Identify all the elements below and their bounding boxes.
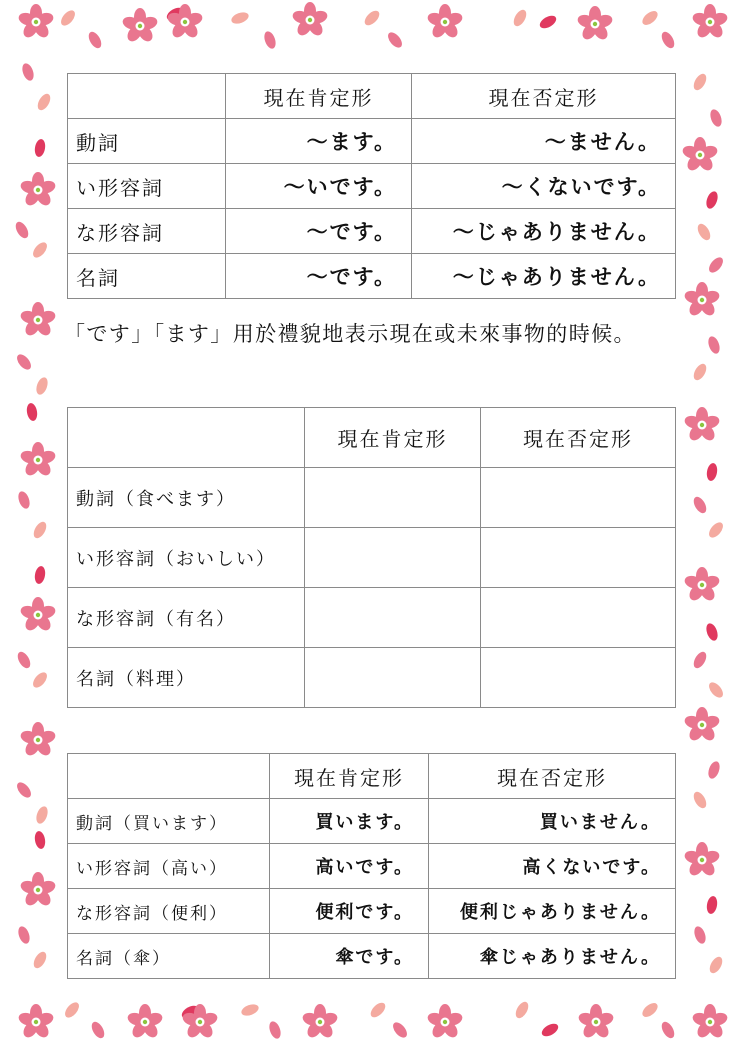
petal-icon	[691, 362, 709, 383]
petal-icon	[706, 255, 725, 275]
petal-icon	[26, 402, 39, 421]
header-cell: 現在肯定形	[305, 408, 481, 468]
affirmative-cell: ～ます。	[226, 119, 412, 164]
petal-icon	[15, 650, 33, 671]
blossom-icon	[19, 172, 57, 208]
petal-icon	[706, 680, 725, 700]
blossom-icon	[683, 707, 721, 743]
affirmative-cell: ～です。	[226, 209, 412, 254]
table-row	[68, 119, 676, 164]
petal-icon	[691, 790, 709, 811]
petal-icon	[20, 62, 36, 82]
table-row	[68, 254, 676, 299]
petal-icon	[34, 830, 47, 849]
petal-icon	[14, 352, 33, 372]
petal-icon	[692, 925, 708, 945]
petal-icon	[390, 1020, 409, 1040]
petal-icon	[16, 490, 32, 510]
table-row	[68, 648, 676, 708]
petal-icon	[31, 950, 49, 971]
petal-icon	[706, 760, 722, 780]
table-row	[68, 799, 676, 844]
petal-icon	[14, 780, 33, 800]
blossom-icon	[683, 407, 721, 443]
petal-icon	[13, 220, 31, 241]
blossom-icon	[426, 4, 464, 40]
petal-icon	[691, 495, 709, 516]
blossom-icon	[426, 1004, 464, 1040]
blossom-icon	[19, 597, 57, 633]
table-header-row	[68, 408, 676, 468]
header-cell: 現在肯定形	[270, 754, 429, 799]
petal-icon	[58, 8, 77, 28]
petal-icon	[34, 138, 47, 157]
blossom-icon	[17, 1004, 55, 1040]
header-cell	[68, 754, 270, 799]
row-label: 動詞（食べます）	[68, 468, 305, 528]
answer-cell	[481, 648, 676, 708]
header-cell: 現在否定形	[481, 408, 676, 468]
table-row	[68, 588, 676, 648]
row-label: い形容詞	[68, 164, 226, 209]
table-row	[68, 889, 676, 934]
header-cell	[68, 408, 305, 468]
answer-cell	[481, 528, 676, 588]
row-label: な形容詞（便利）	[68, 889, 270, 934]
row-label: 名詞（料理）	[68, 648, 305, 708]
row-label: な形容詞（有名）	[68, 588, 305, 648]
row-label: 動詞（買います）	[68, 799, 270, 844]
petal-icon	[704, 622, 720, 642]
row-label: 動詞	[68, 119, 226, 164]
petal-icon	[34, 376, 50, 396]
petal-icon	[16, 925, 32, 945]
blossom-icon	[691, 4, 729, 40]
petal-icon	[706, 520, 725, 540]
petal-icon	[706, 895, 719, 914]
negative-cell: 買いません。	[429, 799, 676, 844]
row-label: 名詞（傘）	[68, 934, 270, 979]
petal-icon	[86, 30, 104, 51]
petal-icon	[640, 1000, 660, 1019]
table-header-row	[68, 754, 676, 799]
blossom-icon	[181, 1004, 219, 1040]
blossom-icon	[19, 722, 57, 758]
petal-icon	[35, 92, 53, 113]
affirmative-cell: 傘です。	[270, 934, 429, 979]
negative-cell: ～くないです。	[412, 164, 676, 209]
petal-icon	[540, 1021, 561, 1039]
petal-icon	[691, 650, 709, 671]
negative-cell: 便利じゃありません。	[429, 889, 676, 934]
reference-table	[67, 73, 676, 299]
table-row	[68, 844, 676, 889]
blossom-icon	[683, 282, 721, 318]
negative-cell: ～じゃありません。	[412, 209, 676, 254]
petal-icon	[640, 8, 660, 27]
negative-cell: 傘じゃありません。	[429, 934, 676, 979]
header-cell: 現在肯定形	[226, 74, 412, 119]
blossom-icon	[19, 302, 57, 338]
table-header-row	[68, 74, 676, 119]
header-cell: 現在否定形	[412, 74, 676, 119]
blossom-icon	[691, 1004, 729, 1040]
petal-icon	[180, 1003, 201, 1021]
petal-icon	[538, 13, 559, 31]
exercise-table	[67, 407, 676, 708]
table-row	[68, 209, 676, 254]
blossom-icon	[17, 4, 55, 40]
table-row	[68, 528, 676, 588]
petal-icon	[89, 1020, 107, 1041]
petal-icon	[34, 805, 50, 825]
petal-icon	[165, 5, 186, 23]
header-cell	[68, 74, 226, 119]
table-row	[68, 468, 676, 528]
petal-icon	[659, 30, 677, 51]
answer-cell	[305, 468, 481, 528]
table-row	[68, 934, 676, 979]
petal-icon	[262, 30, 278, 50]
negative-cell: 高くないです。	[429, 844, 676, 889]
row-label: 名詞	[68, 254, 226, 299]
row-label: い形容詞（おいしい）	[68, 528, 305, 588]
petal-icon	[706, 335, 722, 355]
header-cell: 現在否定形	[429, 754, 676, 799]
petal-icon	[62, 1000, 81, 1020]
petal-icon	[30, 670, 49, 690]
blossom-icon	[291, 2, 329, 38]
petal-icon	[230, 10, 250, 26]
blossom-icon	[577, 1004, 615, 1040]
blossom-icon	[19, 872, 57, 908]
answer-cell	[305, 528, 481, 588]
affirmative-cell: 買います。	[270, 799, 429, 844]
answer-cell	[481, 468, 676, 528]
blossom-icon	[683, 842, 721, 878]
answer-cell	[481, 588, 676, 648]
petal-icon	[362, 8, 382, 28]
affirmative-cell: 高いです。	[270, 844, 429, 889]
blossom-icon	[683, 567, 721, 603]
usage-note: 「です」「ます」用於禮貌地表示現在或未來事物的時候。	[64, 322, 636, 346]
blossom-icon	[19, 442, 57, 478]
petal-icon	[708, 108, 724, 128]
affirmative-cell: 便利です。	[270, 889, 429, 934]
petal-icon	[31, 520, 49, 541]
answer-cell	[305, 648, 481, 708]
petal-icon	[34, 565, 47, 584]
petal-icon	[691, 72, 709, 93]
blossom-icon	[576, 6, 614, 42]
petal-icon	[30, 240, 49, 260]
petal-icon	[707, 955, 725, 976]
petal-icon	[659, 1020, 677, 1041]
petal-icon	[240, 1002, 260, 1018]
blossom-icon	[121, 8, 159, 44]
petal-icon	[511, 8, 529, 29]
blossom-icon	[301, 1004, 339, 1040]
blossom-icon	[126, 1004, 164, 1040]
row-label: な形容詞	[68, 209, 226, 254]
petal-icon	[267, 1020, 283, 1040]
answer-table	[67, 753, 676, 979]
answer-cell	[305, 588, 481, 648]
row-label: い形容詞（高い）	[68, 844, 270, 889]
petal-icon	[695, 222, 713, 243]
negative-cell: ～じゃありません。	[412, 254, 676, 299]
affirmative-cell: ～いです。	[226, 164, 412, 209]
negative-cell: ～ません。	[412, 119, 676, 164]
table-row	[68, 164, 676, 209]
petal-icon	[706, 462, 719, 481]
blossom-icon	[166, 4, 204, 40]
petal-icon	[704, 190, 720, 210]
petal-icon	[385, 30, 404, 50]
petal-icon	[368, 1000, 388, 1020]
petal-icon	[513, 1000, 531, 1021]
blossom-icon	[681, 137, 719, 173]
affirmative-cell: ～です。	[226, 254, 412, 299]
